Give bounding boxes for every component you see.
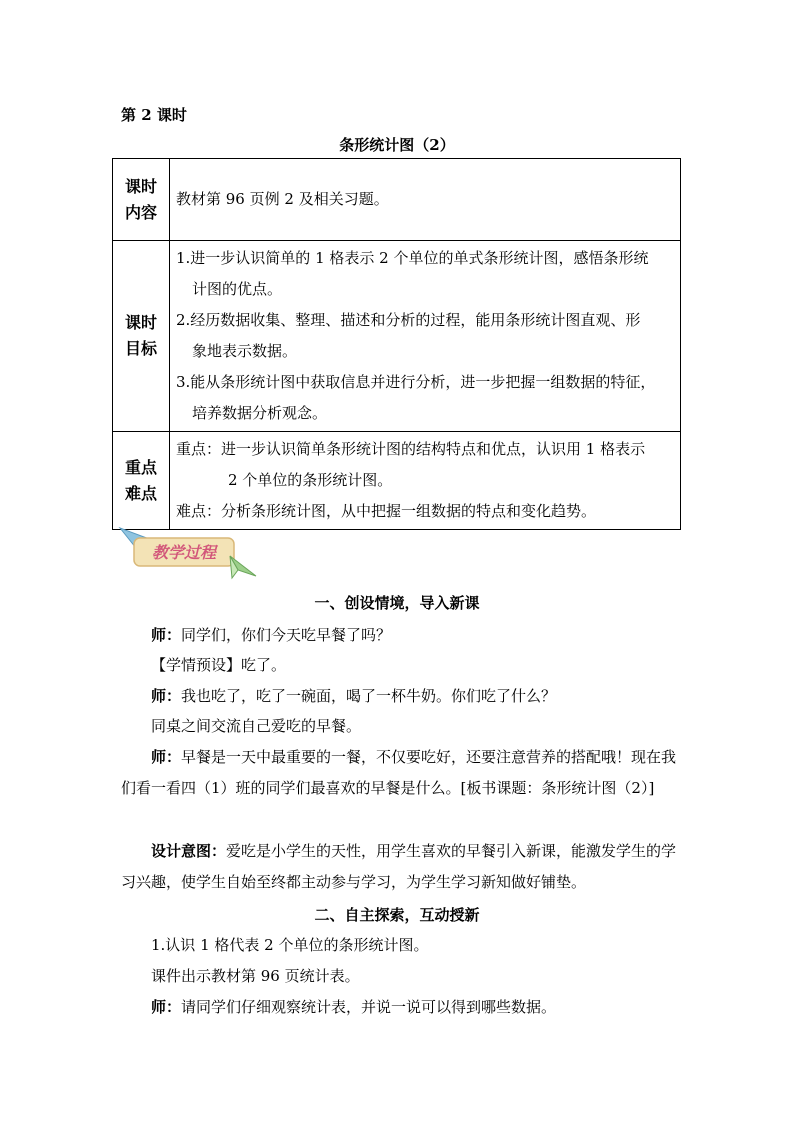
content-line: 2.经历数据收集、整理、描述和分析的过程，能用条形统计图直观、形 <box>176 311 641 329</box>
content-line: 重点：进一步认识简单条形统计图的结构特点和优点，认识用 1 格表示 <box>176 440 646 458</box>
speaker-label: 师： <box>151 748 182 766</box>
label-line: 课时 <box>124 313 157 332</box>
content-line: 2 个单位的条形统计图。 <box>228 471 393 489</box>
row-label-goals <box>113 241 170 432</box>
row-content <box>170 159 681 241</box>
content-line: 难点：分析条形统计图，从中把握一组数据的特点和变化趋势。 <box>176 502 597 520</box>
paragraph <box>121 836 681 898</box>
paragraph <box>121 711 681 742</box>
table-row <box>113 241 681 432</box>
table-row <box>113 159 681 241</box>
paragraph-text: 爱吃是小学生的天性，用学生喜欢的早餐引入新课，能激发学生的学习兴趣，使学生自始至终都主动参与学习，为学生学习新知做好铺垫。 <box>121 842 677 891</box>
lesson-info-table <box>112 158 681 530</box>
banner-text: 教学过程 <box>151 543 217 562</box>
content-line: 3.能从条形统计图中获取信息并进行分析，进一步把握一组数据的特征， <box>176 373 656 391</box>
section-heading: 一、创设情境，导入新课 <box>314 594 480 612</box>
section-heading: 二、自主探索，互动授新 <box>314 906 480 924</box>
content-line: 教材第 96 页例 2 及相关习题。 <box>176 190 389 208</box>
speaker-label: 师： <box>151 687 182 705</box>
paragraph <box>121 620 681 651</box>
paragraph <box>121 650 681 681</box>
content-line: 1.进一步认识简单的 1 格表示 2 个单位的单式条形统计图，感悟条形统 <box>176 249 649 267</box>
label-line: 目标 <box>124 339 157 358</box>
paragraph-text: 早餐是一天中最重要的一餐，不仅要吃好，还要注意营养的搭配哦！现在我们看一看四（1）班的同学们最喜欢的早餐是什么。[板书课题：条形统计图（2）] <box>121 748 677 797</box>
paragraph-text: 1.认识 1 格代表 2 个单位的条形统计图。 <box>151 936 429 954</box>
content-line: 培养数据分析观念。 <box>192 404 328 422</box>
paragraph-text: 请同学们仔细观察统计表，并说一说可以得到哪些数据。 <box>181 998 557 1016</box>
paragraph <box>121 681 681 712</box>
paragraph <box>121 992 681 1023</box>
paragraph-text: 我也吃了，吃了一碗面，喝了一杯牛奶。你们吃了什么？ <box>181 687 557 705</box>
content-line: 象地表示数据。 <box>192 342 298 360</box>
paragraph <box>121 742 681 804</box>
label-line: 内容 <box>124 202 157 222</box>
table-title: 条形统计图（2） <box>339 136 455 154</box>
lesson-number: 第 2 课时 <box>121 106 187 124</box>
row-label-content <box>113 159 170 241</box>
row-label-focus <box>113 432 170 530</box>
table-row <box>113 432 681 530</box>
label-line: 重点 <box>124 457 157 477</box>
row-content <box>170 432 681 530</box>
row-content <box>170 241 681 432</box>
paragraph <box>121 961 681 992</box>
speaker-label: 师： <box>151 998 182 1016</box>
label-line: 课时 <box>124 176 157 196</box>
label-line: 难点 <box>124 483 157 503</box>
speaker-label: 师： <box>151 626 182 644</box>
speaker-label: 设计意图： <box>151 842 227 860</box>
teaching-process-banner <box>118 526 258 582</box>
paragraph-text: 【学情预设】吃了。 <box>151 656 287 674</box>
paragraph-text: 同桌之间交流自己爱吃的早餐。 <box>151 717 362 735</box>
content-line: 计图的优点。 <box>192 280 283 298</box>
paragraph-text: 课件出示教材第 96 页统计表。 <box>151 967 360 985</box>
paragraph-text: 同学们，你们今天吃早餐了吗？ <box>181 626 392 644</box>
paragraph <box>121 930 681 961</box>
